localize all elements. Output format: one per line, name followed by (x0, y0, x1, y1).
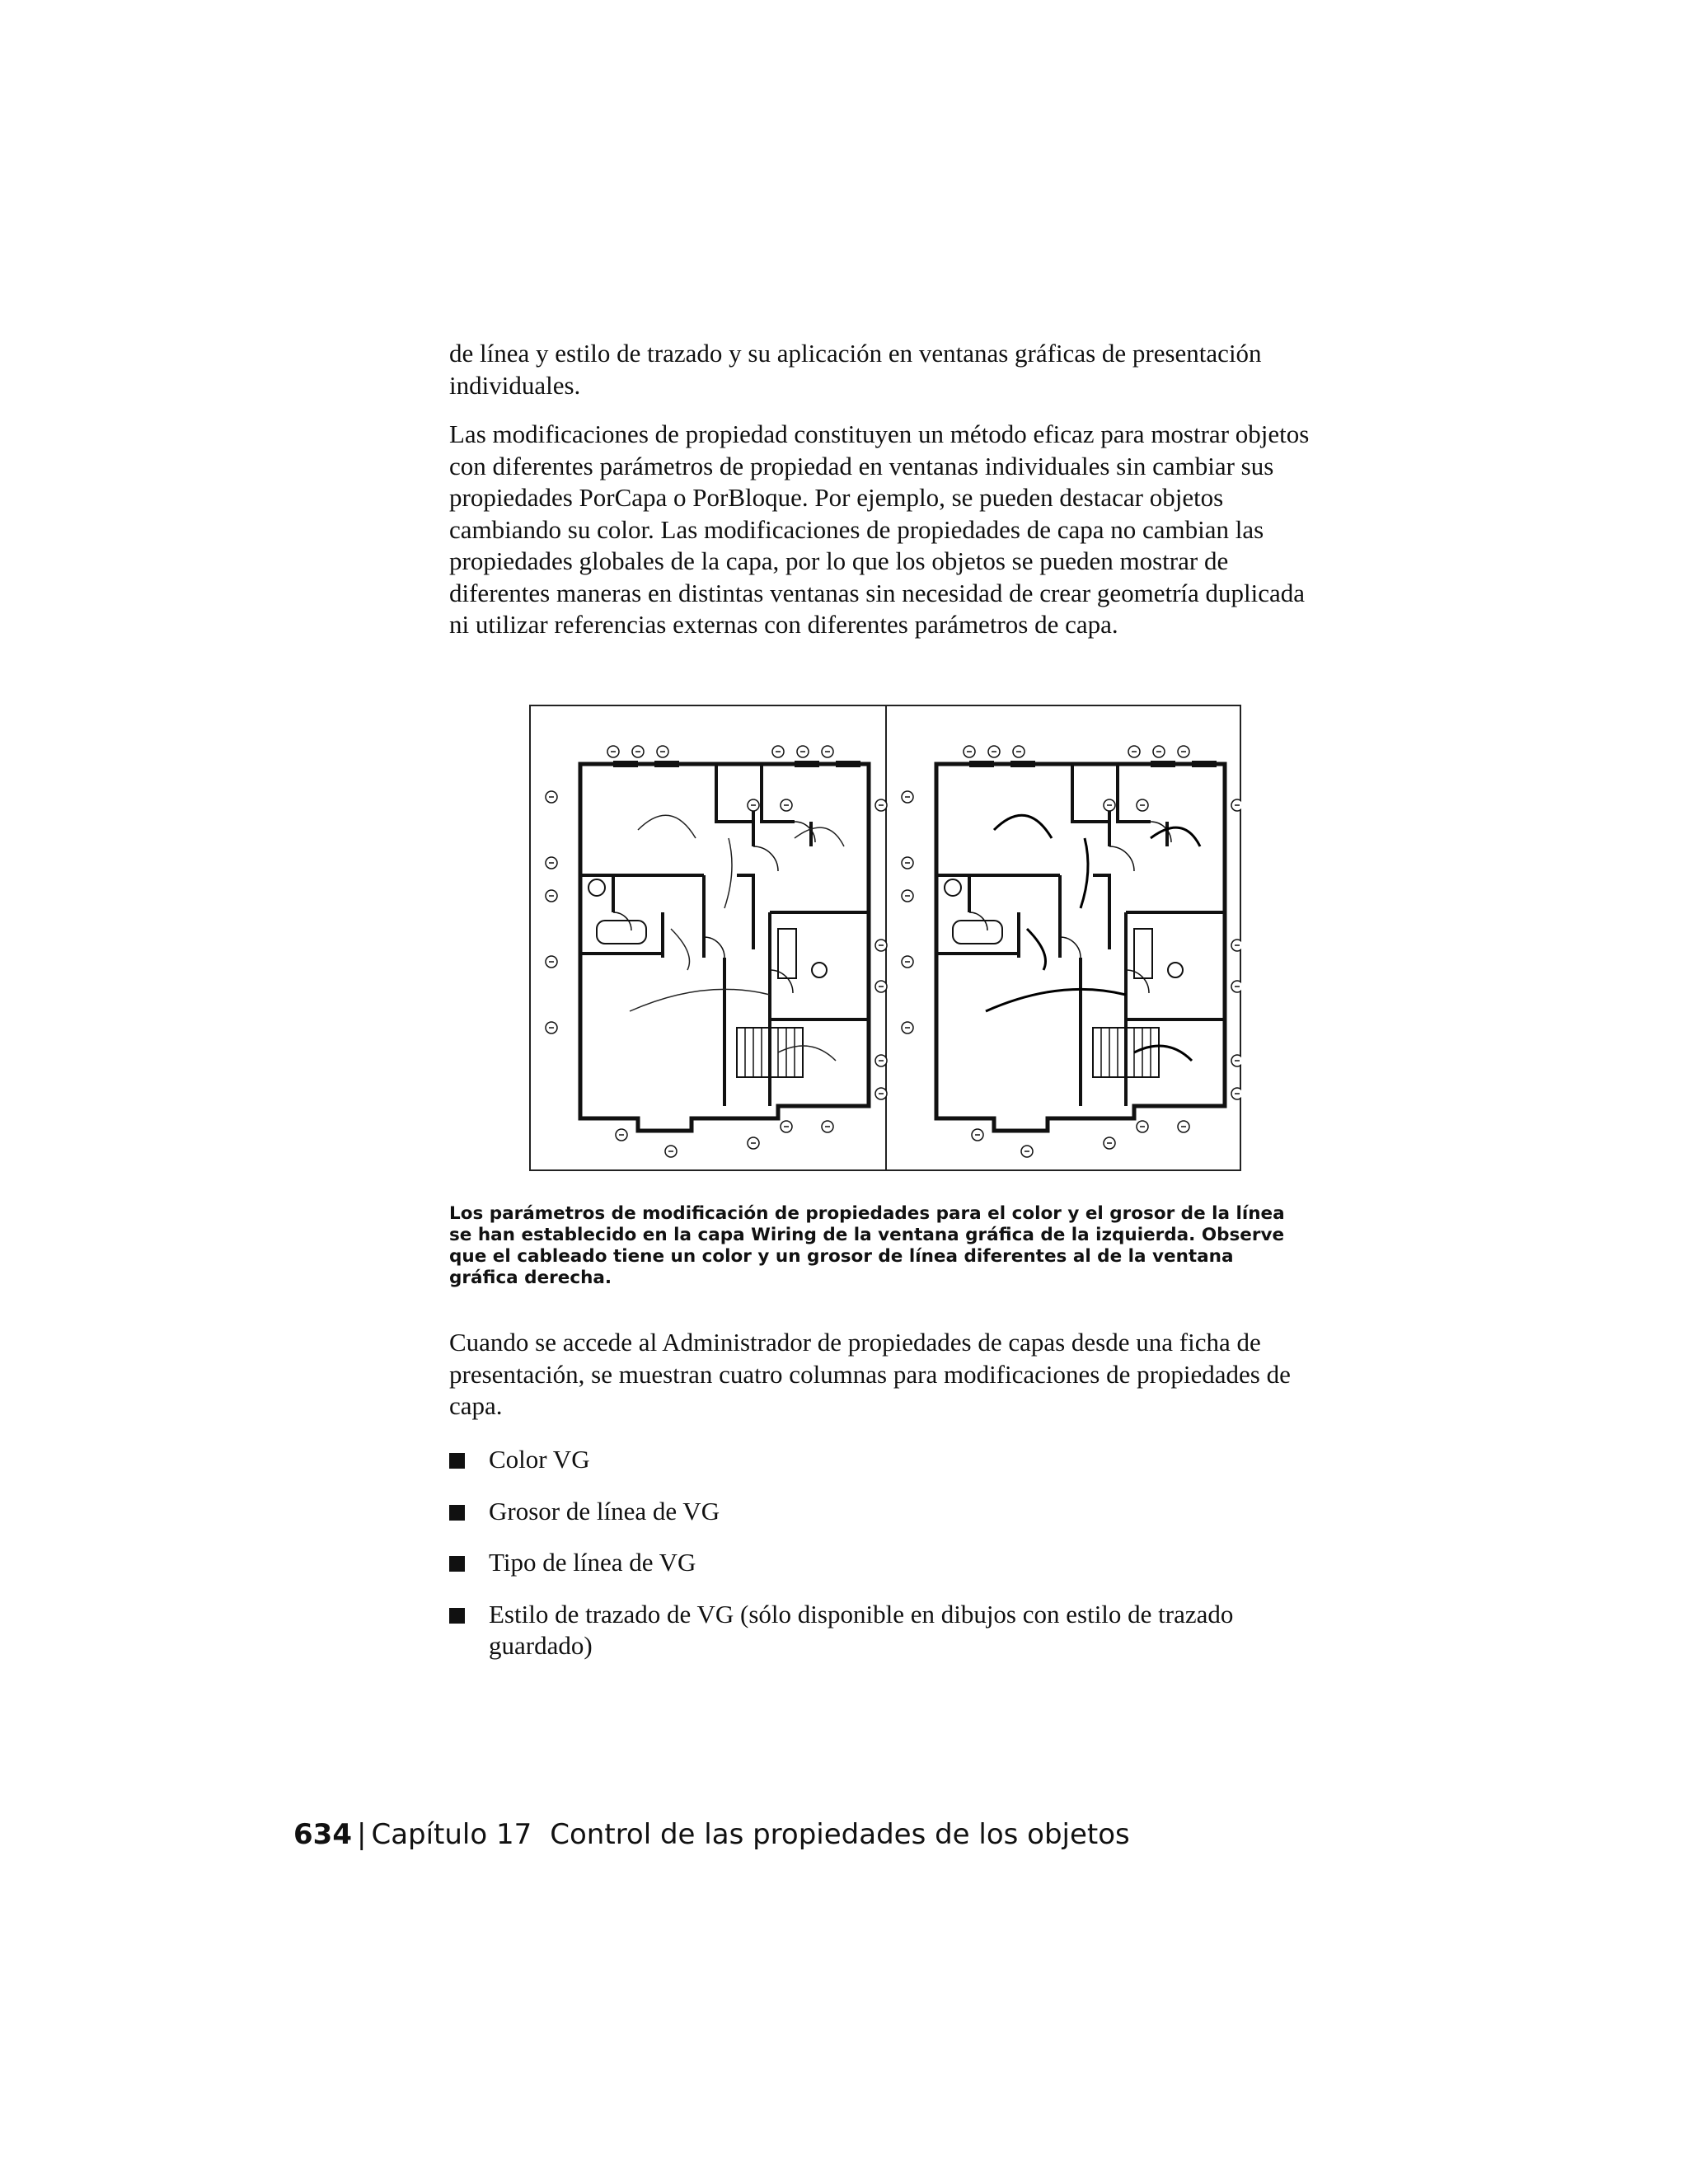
page-footer (293, 1818, 1130, 1851)
chapter-title: Control de las propiedades de los objetos (550, 1818, 1130, 1851)
chapter-label: Capítulo 17 (371, 1818, 532, 1851)
bullet-square-icon (449, 1505, 465, 1521)
floor-plan-right (902, 746, 1241, 1157)
bullet-square-icon (449, 1608, 465, 1624)
list-item: Tipo de línea de VG (449, 1547, 1327, 1579)
figure-caption: Los parámetros de modificación de propiedades para el color y el grosor de la línea se han establecido en la capa Wiring de la ventana gráfica de la izquierda. Observe que el cableado tiene un color y un grosor de línea diferentes al de la ventana gráfica derecha. (449, 1203, 1285, 1288)
paragraph-intro: Cuando se accede al Administrador de propiedades de capas desde una ficha de presentación, se muestran cuatro columnas para modificaciones de propiedades de capa. (449, 1328, 1291, 1420)
list-item: Grosor de línea de VG (449, 1496, 1327, 1528)
paragraph-continuation: de línea y estilo de trazado y su aplicación en ventanas gráficas de presentación individuales. (449, 339, 1262, 400)
floor-plan-left (546, 746, 887, 1157)
bullet-square-icon (449, 1453, 465, 1469)
footer-separator: | (356, 1818, 367, 1851)
paragraph-main: Las modificaciones de propiedad constituyen un método eficaz para mostrar objetos con diferentes parámetros de propiedad en ventanas individuales sin cambiar sus propiedades PorCapa o PorBloque. Por ejemplo, se pueden destacar objetos cambiando su color. Las modificaciones de propiedades de capa no cambian las propiedades globales de la capa, por lo que los objetos se pueden mostrar de diferentes maneras en distintas ventanas sin necesidad de crear geometría duplicada ni utilizar referencias externas con diferentes parámetros de capa. (449, 419, 1310, 639)
page-number: 634 (293, 1818, 352, 1851)
bullet-square-icon (449, 1556, 465, 1572)
list-item: Estilo de trazado de VG (sólo disponible en dibujos con estilo de trazado guardado) (449, 1599, 1327, 1662)
floor-plan-drawings (531, 706, 1241, 1171)
list-item: Color VG (449, 1444, 1327, 1476)
bullet-list (449, 1444, 1327, 1682)
floor-plan-figure (529, 705, 1241, 1171)
